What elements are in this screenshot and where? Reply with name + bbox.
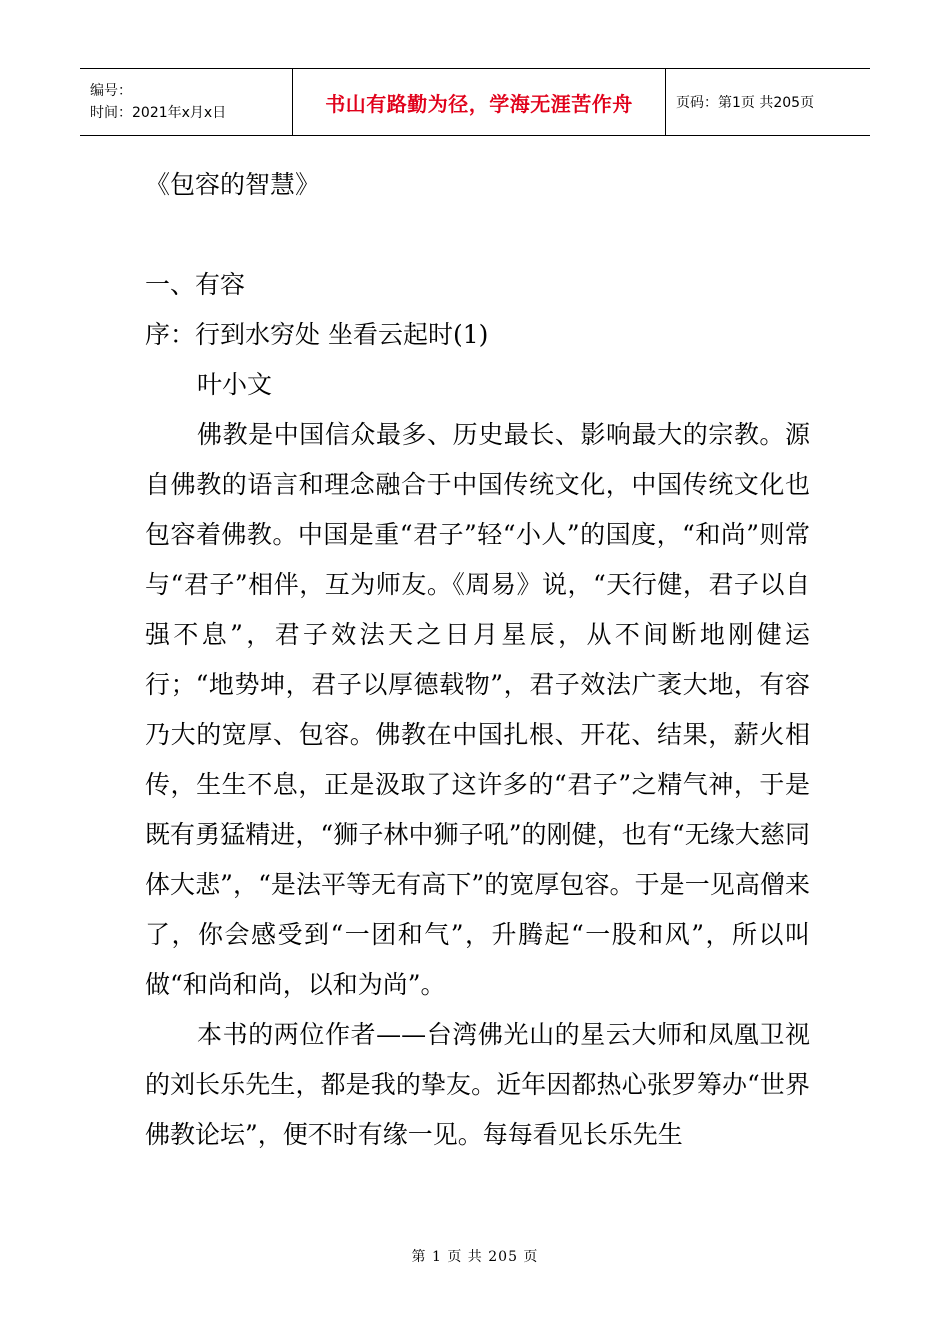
- header-meta: [80, 69, 293, 136]
- preface-heading: 序：行到水穷处 坐看云起时(1): [145, 320, 489, 349]
- number-label: 编号：: [90, 83, 132, 99]
- time-label: 时间：2021年x月x日: [90, 105, 227, 121]
- author-name: 叶小文: [197, 370, 273, 399]
- header-motto: 书山有路勤为径，学海无涯苦作舟: [293, 69, 666, 136]
- document-body: [145, 160, 810, 1160]
- header-page-info: 页码：第1页 共205页: [666, 69, 871, 136]
- paragraph-2: 本书的两位作者——台湾佛光山的星云大师和凤凰卫视的刘长乐先生，都是我的挚友。近年因都热心张罗筹办“世界佛教论坛”，便不时有缘一见。每每看见长乐先生: [145, 1020, 810, 1149]
- page-footer: 第 1 页 共 205 页: [411, 1249, 539, 1265]
- paragraph-1: 佛教是中国信众最多、历史最长、影响最大的宗教。源自佛教的语言和理念融合于中国传统文化，中国传统文化也包容着佛教。中国是重“君子”轻“小人”的国度，“和尚”则常与“君子”相伴，互为师友。《周易》说，“天行健，君子以自强不息”，君子效法天之日月星辰，从不间断地刚健运行；“地势坤，君子以厚德载物”，君子效法广袤大地，有容乃大的宽厚、包容。佛教在中国扎根、开花、结果，薪火相传，生生不息，正是汲取了这许多的“君子”之精气神，于是既有勇猛精进，“狮子林中狮子吼”的刚健，也有“无缘大慈同体大悲”，“是法平等无有高下”的宽厚包容。于是一见高僧来了，你会感受到“一团和气”，升腾起“一股和风”，所以叫做“和尚和尚，以和为尚”。: [145, 420, 810, 999]
- section-heading: 一、有容: [145, 270, 246, 299]
- blank-line: [145, 210, 810, 260]
- document-title: 《包容的智慧》: [145, 170, 321, 199]
- document-header: [80, 68, 870, 136]
